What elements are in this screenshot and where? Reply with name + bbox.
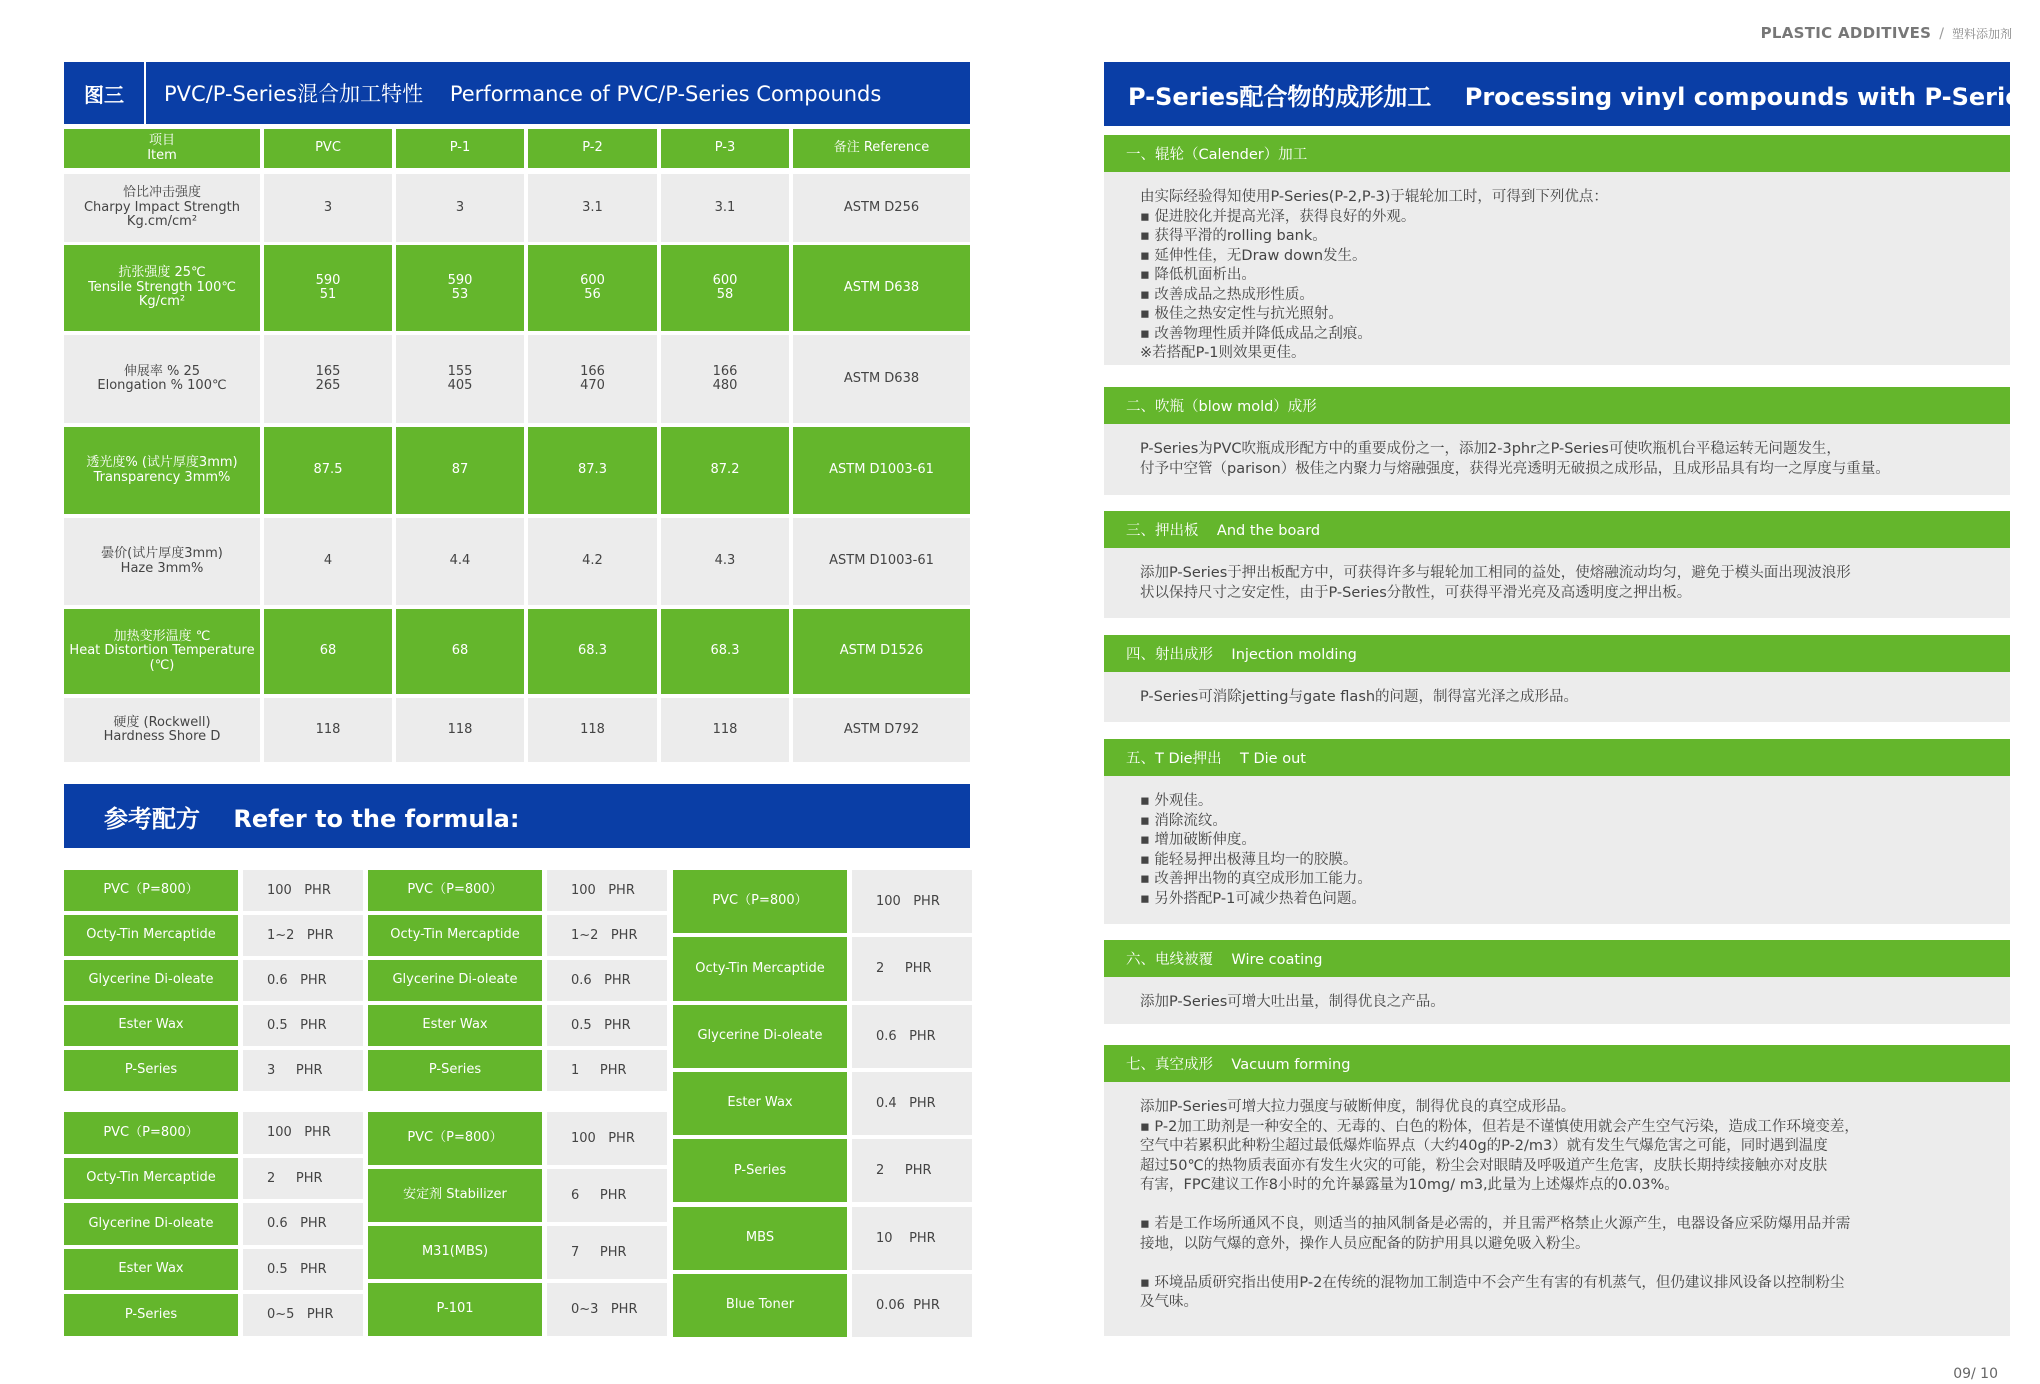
section-title: 六、电线被覆 Wire coating [1104, 940, 2010, 977]
table-cell: 590 53 [396, 245, 524, 331]
formula-ingredient: Glycerine Di-oleate [64, 960, 238, 1001]
formula-ingredient: Glycerine Di-oleate [368, 960, 542, 1001]
table-cell: 87 [396, 427, 524, 514]
formula-title-bar [64, 784, 970, 848]
formula-ingredient: Ester Wax [64, 1005, 238, 1046]
section-body: 由实际经验得知使用P-Series(P-2,P-3)于辊轮加工时，可得到下列优点： ▪ 促进胶化并提高光泽，获得良好的外观。 ▪ 获得平滑的rolling bank。 ▪ 延伸性佳，无Draw down发生。 ▪ 降低机面析出。 ▪ 改善成品之热成形性质。 ▪ 极佳之热安定性与抗光照射。 ▪ 改善物理性质并降低成品之刮痕。 ※若搭配P-1则效果更佳。 [1104, 172, 2010, 365]
formula-ingredient: Octy-Tin Mercaptide [64, 915, 238, 956]
formula-ingredient: PVC（P=800） [368, 1112, 542, 1165]
table-cell: 4.4 [396, 518, 524, 605]
formula-ingredient: Octy-Tin Mercaptide [673, 937, 847, 1000]
formula-ingredient: Octy-Tin Mercaptide [64, 1158, 238, 1200]
figure-tag: 图三 [84, 82, 124, 107]
page-number: 09/ 10 [1953, 1366, 1998, 1382]
formula-ingredient: Blue Toner [673, 1274, 847, 1337]
formula-amount: 0.6 PHR [243, 960, 363, 1001]
formula-ingredient: Ester Wax [673, 1072, 847, 1135]
table-header-cell: P-2 [528, 129, 657, 168]
formula-ingredient: PVC（P=800） [64, 870, 238, 911]
formula-ingredient: P-Series [368, 1050, 542, 1091]
table-cell: 600 58 [661, 245, 789, 331]
formula-amount: 7 PHR [547, 1226, 667, 1279]
section-title: 一、辊轮（Calender）加工 [1104, 135, 2010, 172]
table-header-cell: P-3 [661, 129, 789, 168]
section-body: 添加P-Series可增大拉力强度与破断伸度，制得优良的真空成形品。 ▪ P-2加工助剂是一种安全的、无毒的、白色的粉体，但若是不谨慎使用就会产生空气污染，造成工作环境变差， 空气中若累积此种粉尘超过最低爆炸临界点（大约40g的P-2/m3）就有发生气爆危害之可能，同时遇到温度 超过50℃的热物质表面亦有发生火灾的可能，粉尘会对眼睛及呼吸道产生危害，皮肤长期持续接触亦对皮肤 有害，FPC建议工作8小时的允许暴露量为10mg/ m3,此量为上述爆炸点的0.03%。 ▪ 若是工作场所通风不良，则适当的抽风制备是必需的，并且需严格禁止火源产生，电器设备应采防爆用品并需 接地，以防气爆的意外，操作人员应配备的防护用具以避免吸入粉尘。 ▪ 环境品质研究指出使用P-2在传统的混物加工制造中不会产生有害的有机蒸气，但仍建议排风设备以控制粉尘 及气味。 [1104, 1082, 2010, 1336]
table-cell: 3 [396, 174, 524, 242]
brand-cn: 塑料添加剂 [1951, 27, 2012, 41]
table-cell: 68.3 [528, 609, 657, 694]
section-title: 三、押出板 And the board [1104, 511, 2010, 548]
table-header-cell: 项目 Item [64, 129, 260, 168]
formula-ingredient: PVC（P=800） [673, 870, 847, 933]
right-title-bar [1104, 62, 2036, 126]
table-cell: 600 56 [528, 245, 657, 331]
formula-amount: 0.5 PHR [243, 1005, 363, 1046]
formula-amount: 10 PHR [852, 1207, 972, 1270]
section-title: 二、吹瓶（blow mold）成形 [1104, 387, 2010, 424]
formula-amount: 0~5 PHR [243, 1294, 363, 1336]
formula-amount: 100 PHR [243, 1112, 363, 1154]
table-cell: ASTM D638 [793, 335, 970, 423]
table-cell: 118 [264, 698, 392, 762]
table-cell: 155 405 [396, 335, 524, 423]
table-cell: 118 [396, 698, 524, 762]
table-cell: 3.1 [661, 174, 789, 242]
table-cell: 3 [264, 174, 392, 242]
formula-amount: 2 PHR [852, 937, 972, 1000]
formula-ingredient: Ester Wax [64, 1249, 238, 1291]
formula-amount: 1~2 PHR [243, 915, 363, 956]
table-cell: 87.2 [661, 427, 789, 514]
brand-en: PLASTIC ADDITIVES [1760, 24, 1932, 42]
formula-amount: 100 PHR [243, 870, 363, 911]
formula-amount: 0.5 PHR [547, 1005, 667, 1046]
formula-ingredient: PVC（P=800） [368, 870, 542, 911]
section-body: ▪ 外观佳。 ▪ 消除流纹。 ▪ 增加破断伸度。 ▪ 能轻易押出极薄且均一的胶膜。 ▪ 改善押出物的真空成形加工能力。 ▪ 另外搭配P-1可减少热着色问题。 [1104, 776, 2010, 924]
table-header-cell: P-1 [396, 129, 524, 168]
formula-amount: 100 PHR [852, 870, 972, 933]
formula-ingredient: Glycerine Di-oleate [64, 1203, 238, 1245]
formula-ingredient: 安定剂 Stabilizer [368, 1169, 542, 1222]
formula-ingredient: Glycerine Di-oleate [673, 1005, 847, 1068]
table-cell: 68 [264, 609, 392, 694]
formula-title: 参考配方 Refer to the formula: [104, 804, 520, 833]
table-cell: ASTM D638 [793, 245, 970, 331]
formula-ingredient: P-Series [64, 1050, 238, 1091]
section-body: P-Series可消除jetting与gate flash的问题，制得富光泽之成形品。 [1104, 672, 2010, 722]
table-cell: ASTM D792 [793, 698, 970, 762]
table-cell: ASTM D1003-61 [793, 518, 970, 605]
formula-amount: 3 PHR [243, 1050, 363, 1091]
section-body: 添加P-Series于押出板配方中，可获得许多与辊轮加工相同的益处，使熔融流动均匀，避免于模头面出现波浪形 状以保持尺寸之安定性，由于P-Series分散性，可获得平滑光亮及高透明度之押出板。 [1104, 548, 2010, 618]
table-row-label: 曇价(试片厚度3mm) Haze 3mm% [64, 518, 260, 605]
table-row-label: 加热变形温度 ℃ Heat Distortion Temperature (℃) [64, 609, 260, 694]
formula-ingredient: PVC（P=800） [64, 1112, 238, 1154]
formula-amount: 2 PHR [852, 1139, 972, 1202]
table-cell: 87.3 [528, 427, 657, 514]
table-title: PVC/P-Series混合加工特性 Performance of PVC/P-Series Compounds [164, 82, 882, 106]
table-row-label: 硬度 (Rockwell) Hardness Shore D [64, 698, 260, 762]
formula-amount: 6 PHR [547, 1169, 667, 1222]
formula-amount: 1~2 PHR [547, 915, 667, 956]
brand-separator: / [1939, 26, 1944, 42]
section-body: P-Series为PVC吹瓶成形配方中的重要成份之一，添加2-3phr之P-Series可使吹瓶机台平稳运转无问题发生， 付予中空管（parison）极佳之内聚力与熔融强度，获得光亮透明无破损之成形品，且成形品具有均一之厚度与重量。 [1104, 424, 2010, 495]
table-cell: ASTM D1003-61 [793, 427, 970, 514]
table-header-cell: PVC [264, 129, 392, 168]
formula-amount: 100 PHR [547, 1112, 667, 1165]
formula-ingredient: P-Series [673, 1139, 847, 1202]
table-cell: ASTM D1526 [793, 609, 970, 694]
formula-amount: 0~3 PHR [547, 1283, 667, 1336]
formula-amount: 0.6 PHR [547, 960, 667, 1001]
table-row-label: 恰比冲击强度 Charpy Impact Strength Kg.cm/cm² [64, 174, 260, 242]
table-cell: 4.2 [528, 518, 657, 605]
table-title-bar [64, 62, 970, 124]
table-cell: 165 265 [264, 335, 392, 423]
table-header-cell: 备注 Reference [793, 129, 970, 168]
formula-amount: 0.06 PHR [852, 1274, 972, 1337]
table-row-label: 抗张强度 25℃ Tensile Strength 100℃ Kg/cm² [64, 245, 260, 331]
formula-amount: 0.5 PHR [243, 1249, 363, 1291]
section-title: 五、T Die押出 T Die out [1104, 739, 2010, 776]
table-row-label: 透光度% (试片厚度3mm) Transparency 3mm% [64, 427, 260, 514]
formula-ingredient: P-101 [368, 1283, 542, 1336]
formula-amount: 1 PHR [547, 1050, 667, 1091]
table-cell: 4.3 [661, 518, 789, 605]
formula-amount: 0.4 PHR [852, 1072, 972, 1135]
formula-amount: 100 PHR [547, 870, 667, 911]
table-row-label: 伸展率 % 25 Elongation % 100℃ [64, 335, 260, 423]
section-title: 七、真空成形 Vacuum forming [1104, 1045, 2010, 1082]
table-cell: ASTM D256 [793, 174, 970, 242]
table-cell: 4 [264, 518, 392, 605]
formula-amount: 0.6 PHR [243, 1203, 363, 1245]
formula-ingredient: P-Series [64, 1294, 238, 1336]
table-cell: 166 480 [661, 335, 789, 423]
table-cell: 3.1 [528, 174, 657, 242]
table-cell: 118 [661, 698, 789, 762]
section-title: 四、射出成形 Injection molding [1104, 635, 2010, 672]
page-header [1761, 24, 2012, 42]
table-cell: 166 470 [528, 335, 657, 423]
table-cell: 68 [396, 609, 524, 694]
table-cell: 87.5 [264, 427, 392, 514]
section-body: 添加P-Series可增大吐出量，制得优良之产品。 [1104, 977, 2010, 1024]
table-cell: 68.3 [661, 609, 789, 694]
formula-amount: 2 PHR [243, 1158, 363, 1200]
table-cell: 118 [528, 698, 657, 762]
table-cell: 590 51 [264, 245, 392, 331]
formula-ingredient: Octy-Tin Mercaptide [368, 915, 542, 956]
formula-ingredient: Ester Wax [368, 1005, 542, 1046]
formula-amount: 0.6 PHR [852, 1005, 972, 1068]
right-title: P-Series配合物的成形加工 Processing vinyl compounds with P-Series [1128, 82, 2036, 111]
formula-ingredient: M31(MBS) [368, 1226, 542, 1279]
formula-ingredient: MBS [673, 1207, 847, 1270]
